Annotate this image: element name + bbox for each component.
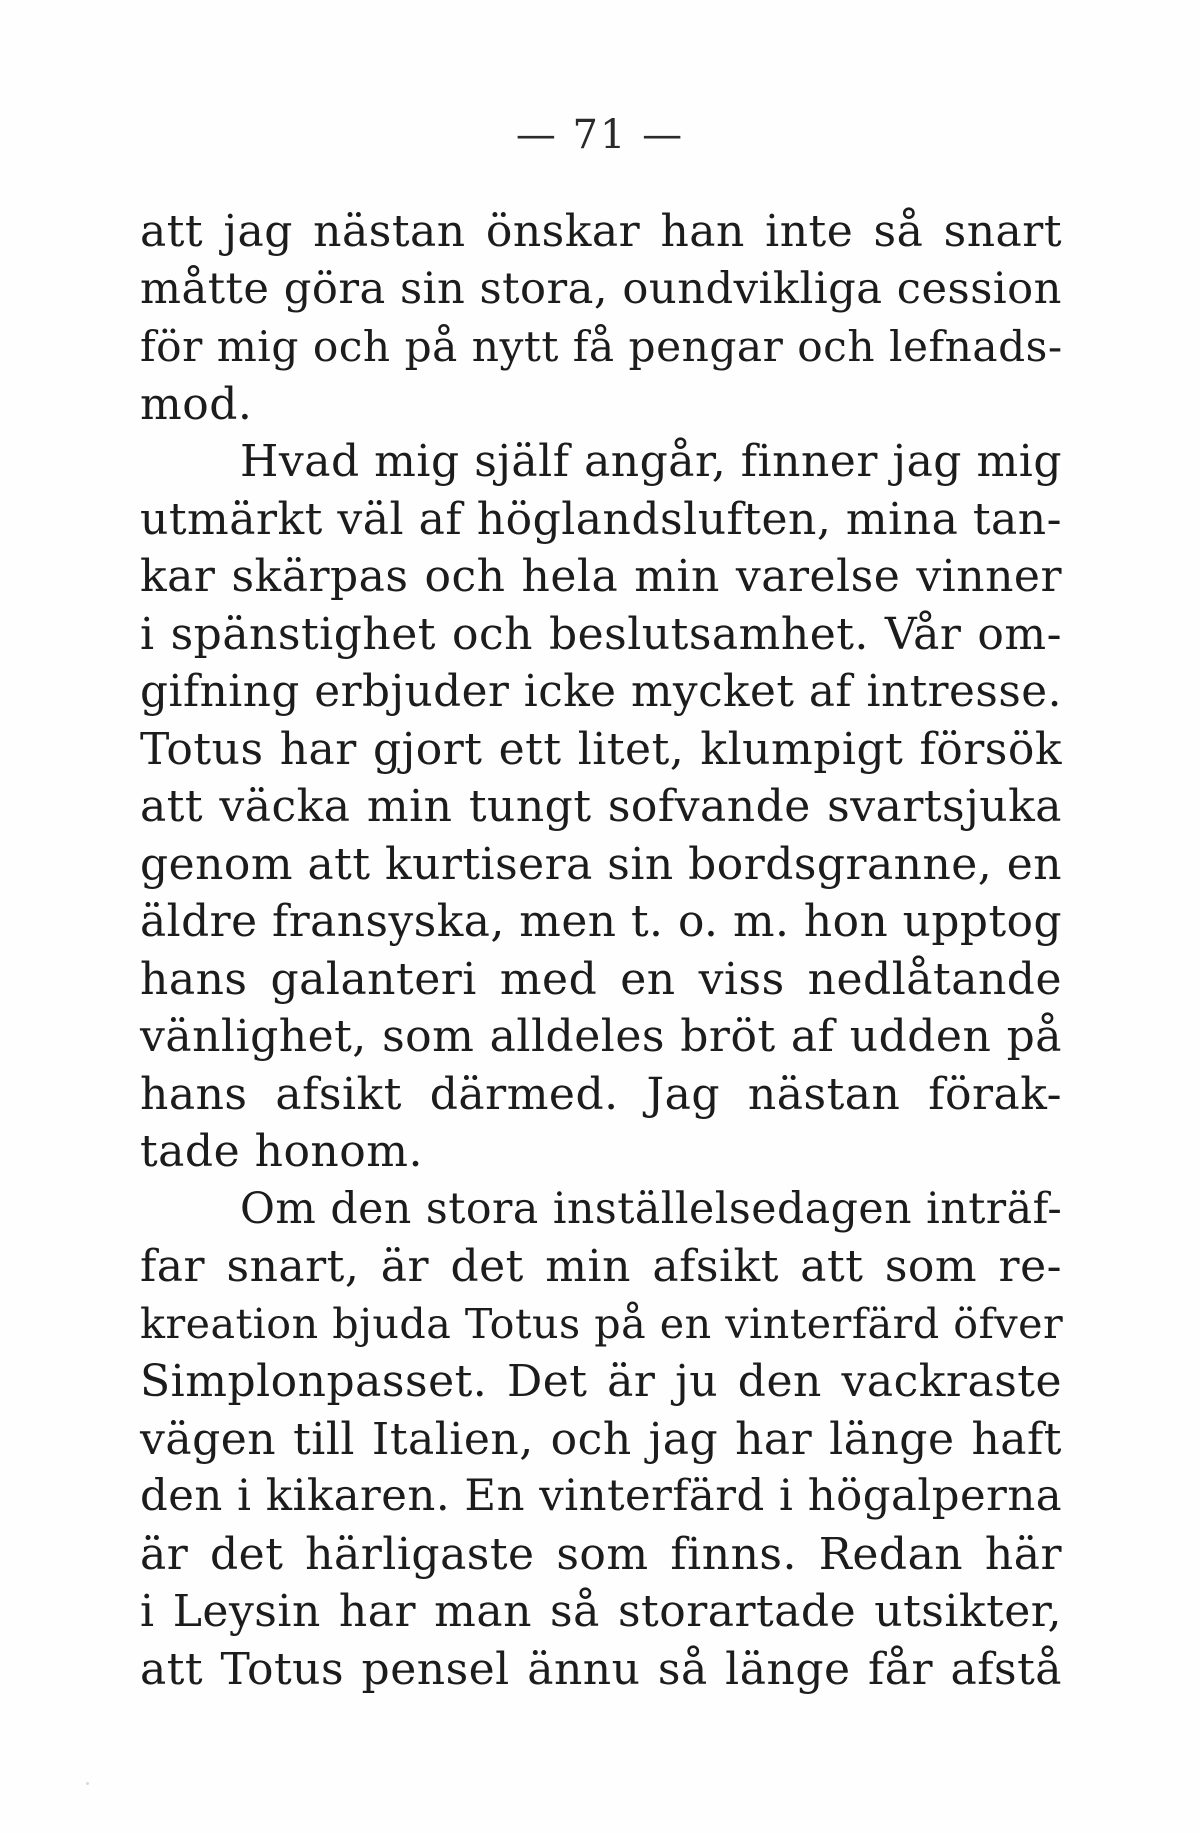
text-line: att Totus pensel ännu så länge får afstå [140, 1643, 1062, 1695]
text-line: Totus har gjort ett litet, klumpigt försök [140, 723, 1062, 775]
text-line: far snart, är det min afsikt att som re- [140, 1241, 1062, 1292]
text-line: Hvad mig själf angår, finner jag mig [240, 436, 1062, 487]
text-line: är det härligaste som finns. Redan här [140, 1528, 1062, 1580]
text-line: kar skärpas och hela min varelse vinner [140, 551, 1062, 602]
paper-speck [86, 1782, 89, 1785]
text-line: hans afsikt därmed. Jag nästan förak- [140, 1068, 1062, 1120]
page-number: — 71 — [515, 112, 685, 158]
text-line: genom att kurtisera sin bordsgranne, en [140, 838, 1062, 890]
text-line: hans galanteri med en viss nedlåtande [140, 953, 1062, 1005]
text-line: mod. [140, 378, 253, 430]
text-line: för mig och på nytt få pengar och lefnads- [140, 322, 1063, 371]
text-line: vänlighet, som alldeles bröt af udden på [140, 1011, 1062, 1062]
text-line: den i kikaren. En vinterfärd i högalperna [140, 1471, 1063, 1521]
body-text [140, 203, 1062, 1698]
text-line: kreation bjuda Totus på en vinterfärd öfver [140, 1299, 1064, 1348]
text-line: tade honom. [140, 1126, 423, 1177]
text-line: i Leysin har man så storartade utsikter, [140, 1586, 1062, 1637]
text-line: äldre fransyska, men t. o. m. hon upptog [140, 896, 1062, 947]
text-line: gifning erbjuder icke mycket af intresse. [140, 666, 1062, 717]
text-line: Simplonpasset. Det är ju den vackraste [140, 1356, 1062, 1407]
text-line: att väcka min tungt sofvande svartsjuka [140, 781, 1062, 832]
text-line: att jag nästan önskar han inte så snart [140, 206, 1062, 257]
text-line: vägen till Italien, och jag har länge haft [140, 1413, 1062, 1465]
text-line: måtte göra sin stora, oundvikliga cession [140, 263, 1062, 314]
text-line: Om den stora inställelsedagen inträf- [240, 1183, 1063, 1234]
text-line: utmärkt väl af höglandsluften, mina tan- [140, 493, 1062, 545]
text-line: i spänstighet och beslutsamhet. Vår om- [140, 608, 1062, 660]
